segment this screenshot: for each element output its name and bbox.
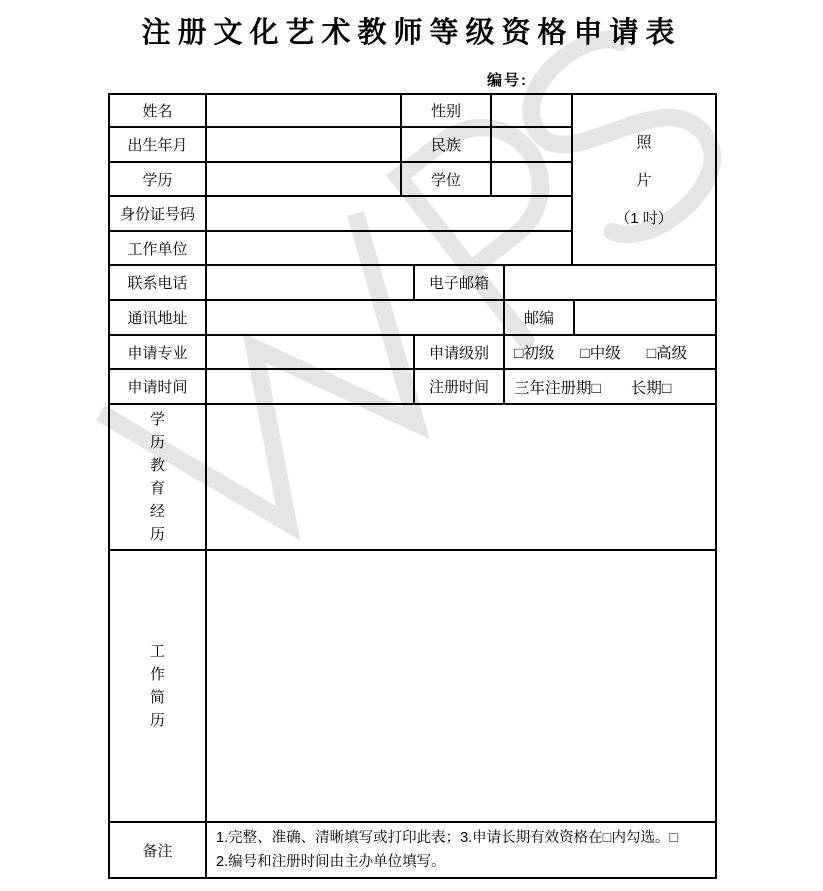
email-input-cell[interactable] bbox=[505, 266, 715, 301]
ethnicity-input-cell[interactable] bbox=[492, 128, 573, 163]
phone-input-cell[interactable] bbox=[207, 266, 415, 301]
ethnicity-label-cell: 民族 bbox=[402, 128, 492, 163]
id-number-label-cell: 身份证号码 bbox=[110, 197, 207, 232]
birth-label-cell: 出生年月 bbox=[110, 128, 207, 163]
work-unit-input-cell[interactable] bbox=[207, 232, 573, 266]
email-label-cell: 电子邮箱 bbox=[415, 266, 505, 301]
work-unit-label-cell: 工作单位 bbox=[110, 232, 207, 266]
level-option-intermediate-checkbox[interactable]: □中级 bbox=[580, 345, 621, 362]
major-input-cell[interactable] bbox=[207, 336, 415, 370]
education-history-label-cell bbox=[110, 405, 207, 551]
apply-time-input-cell[interactable] bbox=[207, 370, 415, 405]
notes-line-2: 2.编号和注册时间由主办单位填写。 bbox=[216, 854, 446, 870]
level-label-cell: 申请级别 bbox=[415, 336, 505, 370]
register-option-three-year-checkbox[interactable]: 三年注册期□ bbox=[514, 379, 601, 397]
notes-content-cell bbox=[207, 823, 715, 877]
form-number-label: 编号: bbox=[487, 72, 528, 89]
level-options-cell bbox=[505, 336, 715, 370]
level-option-senior-checkbox[interactable]: □高级 bbox=[646, 345, 688, 362]
phone-label-cell: 联系电话 bbox=[110, 266, 207, 301]
address-label-cell: 通讯地址 bbox=[110, 301, 207, 336]
address-input-cell[interactable] bbox=[207, 301, 505, 336]
postcode-input-cell[interactable] bbox=[575, 301, 715, 336]
degree-label-cell: 学位 bbox=[402, 163, 492, 197]
apply-time-label-cell: 申请时间 bbox=[110, 370, 207, 405]
gender-input-cell[interactable] bbox=[492, 95, 573, 128]
photo-text-line3: （1 吋） bbox=[615, 210, 673, 227]
page-title: 注册文化艺术教师等级资格申请表 bbox=[141, 17, 682, 49]
notes-line-1: 1.完整、准确、清晰填写或打印此表；3.申请长期有效资格在□内勾选。□ bbox=[216, 830, 679, 846]
photo-placeholder-cell[interactable] bbox=[573, 95, 715, 266]
education-history-label: 学历教育经历 bbox=[149, 411, 165, 543]
register-time-label-cell: 注册时间 bbox=[415, 370, 505, 405]
register-options-cell bbox=[505, 370, 715, 405]
education-input-cell[interactable] bbox=[207, 163, 402, 197]
name-input-cell[interactable] bbox=[207, 95, 402, 128]
register-option-long-term-checkbox[interactable]: 长期□ bbox=[630, 379, 672, 397]
education-label-cell: 学历 bbox=[110, 163, 207, 197]
work-history-label: 工作简历 bbox=[149, 643, 165, 729]
work-history-input-cell[interactable] bbox=[207, 551, 715, 823]
photo-text-line2: 片 bbox=[636, 172, 652, 189]
degree-input-cell[interactable] bbox=[492, 163, 573, 197]
education-history-input-cell[interactable] bbox=[207, 405, 715, 551]
id-number-input-cell[interactable] bbox=[207, 197, 573, 232]
gender-label-cell: 性别 bbox=[402, 95, 492, 128]
birth-input-cell[interactable] bbox=[207, 128, 402, 163]
major-label-cell: 申请专业 bbox=[110, 336, 207, 370]
name-label-cell: 姓名 bbox=[110, 95, 207, 128]
application-form-table bbox=[108, 93, 717, 879]
level-option-junior-checkbox[interactable]: □初级 bbox=[514, 345, 555, 362]
notes-label-cell: 备注 bbox=[110, 823, 207, 877]
work-history-label-cell bbox=[110, 551, 207, 823]
photo-text-line1: 照 bbox=[636, 134, 652, 151]
postcode-label-cell: 邮编 bbox=[505, 301, 575, 336]
